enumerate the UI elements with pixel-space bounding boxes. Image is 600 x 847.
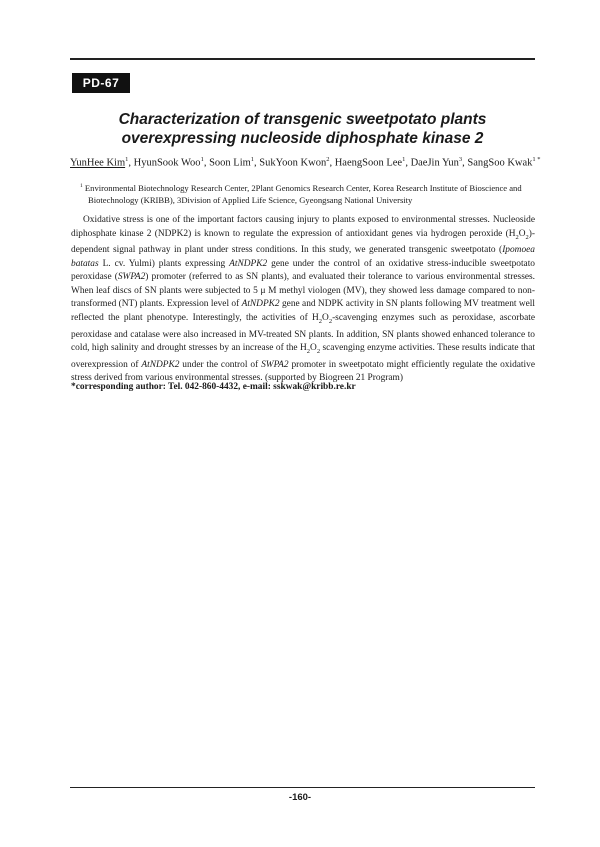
abstract-text: gene and NDPK activity in SN plants following MV treatment well reflected the plant phenotype. Interestingly, the activities of H bbox=[71, 299, 535, 324]
author-name: YunHee Kim bbox=[70, 157, 126, 169]
author-name: HaengSoon Lee bbox=[334, 157, 403, 169]
subscript: 2 bbox=[328, 317, 333, 325]
abstract-text: O bbox=[322, 313, 329, 324]
author-affil-mark: 1 bbox=[250, 156, 255, 163]
author-name: Soon Lim bbox=[209, 157, 251, 169]
abstract-text: scavenging enzyme activities. These results indicate that overexpression of bbox=[71, 343, 535, 370]
page-number: -160- bbox=[288, 792, 312, 803]
affiliation-mark: 1 bbox=[80, 183, 83, 189]
author-affil-mark: 1 bbox=[402, 156, 406, 163]
subscript: 2 bbox=[316, 347, 321, 355]
session-badge bbox=[72, 73, 130, 93]
abstract-text: O bbox=[518, 228, 526, 239]
abstract-text: gene under the control of an oxidative stress-inducible sweetpotato peroxidase ( bbox=[71, 258, 535, 283]
subscript: 2 bbox=[318, 317, 323, 325]
top-rule bbox=[70, 58, 535, 60]
gene-name: AtNDPK2 bbox=[141, 359, 180, 370]
bottom-rule bbox=[70, 787, 535, 788]
abstract-text: L. cv. Yulmi) plants expressing bbox=[98, 258, 230, 269]
author-affil-mark: 1 bbox=[200, 156, 204, 163]
abstract-text: O bbox=[310, 343, 317, 354]
author-name: HyunSook Woo bbox=[133, 157, 201, 169]
abstract bbox=[71, 214, 535, 386]
session-badge-label: PD-67 bbox=[82, 76, 120, 90]
author-affil-mark: 3 bbox=[458, 156, 463, 163]
author-name: SukYoon Kwon bbox=[259, 157, 327, 169]
title-line-2: overexpressing nucleoside diphosphate kinase 2 bbox=[121, 130, 484, 147]
gene-name: AtNDPK2 bbox=[229, 258, 268, 269]
abstract-text: Oxidative stress is one of the important factors causing injury to plants exposed to environmental stresses. Nucleoside diphosphate kinase 2 (NDPK2) is known to regulate the expression of antioxidant genes via hydrogen peroxide (H bbox=[71, 215, 535, 239]
author-affil-mark: 1 bbox=[125, 156, 129, 163]
abstract-text: promoter in sweetpotato might efficiently regulate the oxidative stress derived from various environmental stresses. (supported by Biogreen 21 Program) bbox=[71, 359, 535, 384]
subscript: 2 bbox=[306, 347, 311, 355]
subscript: 2 bbox=[515, 233, 519, 241]
author-affil-mark: 2 bbox=[326, 156, 330, 163]
author-name: SangSoo Kwak bbox=[467, 157, 533, 169]
author-name: DaeJin Yun bbox=[410, 157, 459, 169]
abstract-text: -scavenging enzymes such as peroxidase, ascorbate peroxidase and catalase were also increased in MV-treated SN plants. In addition, SN plants showed enhanced tolerance to cold, high salinity and drought stresses by an increase of the H bbox=[71, 313, 535, 354]
gene-name: AtNDPK2 bbox=[241, 299, 280, 310]
subscript: 2 bbox=[525, 233, 529, 241]
abstract-text: ) promoter (referred to as SN plants), and evaluated their tolerance to various environmental stresses. When leaf discs of SN plants were subjected to 5 μ M methyl viologen (MV), they showed less damage compared to non-transformed (NT) plants. Expression level of bbox=[71, 272, 535, 310]
affiliation-text: Environmental Biotechnology Research Center, 2Plant Genomics Research Center, Korea Research Institute of Bioscience and Biotechnology (KRIBB), 3Division of Applied Life Science, Gyeongsang National University bbox=[84, 182, 522, 206]
corresponding-author: *corresponding author: Tel. 042-860-4432, e-mail: sskwak@kribb.re.kr bbox=[71, 382, 356, 392]
title-line-1: Characterization of transgenic sweetpotato plants bbox=[118, 111, 487, 128]
author-affil-mark: 1 * bbox=[532, 156, 541, 163]
abstract-text: )-dependent signal pathway in plant under stress conditions. In this study, we generated transgenic sweetpotato ( bbox=[71, 228, 535, 256]
paper-title bbox=[70, 110, 535, 148]
abstract-text: under the control of bbox=[179, 359, 262, 370]
promoter-name: SWPA2 bbox=[261, 359, 289, 370]
author-list: YunHee Kim$^1$, HyunSook Woo$^1$, Soon Lim$^1$, SukYoon Kwon$^2$, HaengSoon Lee$^1$, DaeJin Yun$^3$, SangSoo Kwak$^{1 *}$ bbox=[70, 156, 541, 169]
species-name: Ipomoea batatas bbox=[71, 245, 535, 269]
promoter-name: SWPA2 bbox=[117, 272, 146, 283]
affiliations bbox=[80, 180, 535, 207]
